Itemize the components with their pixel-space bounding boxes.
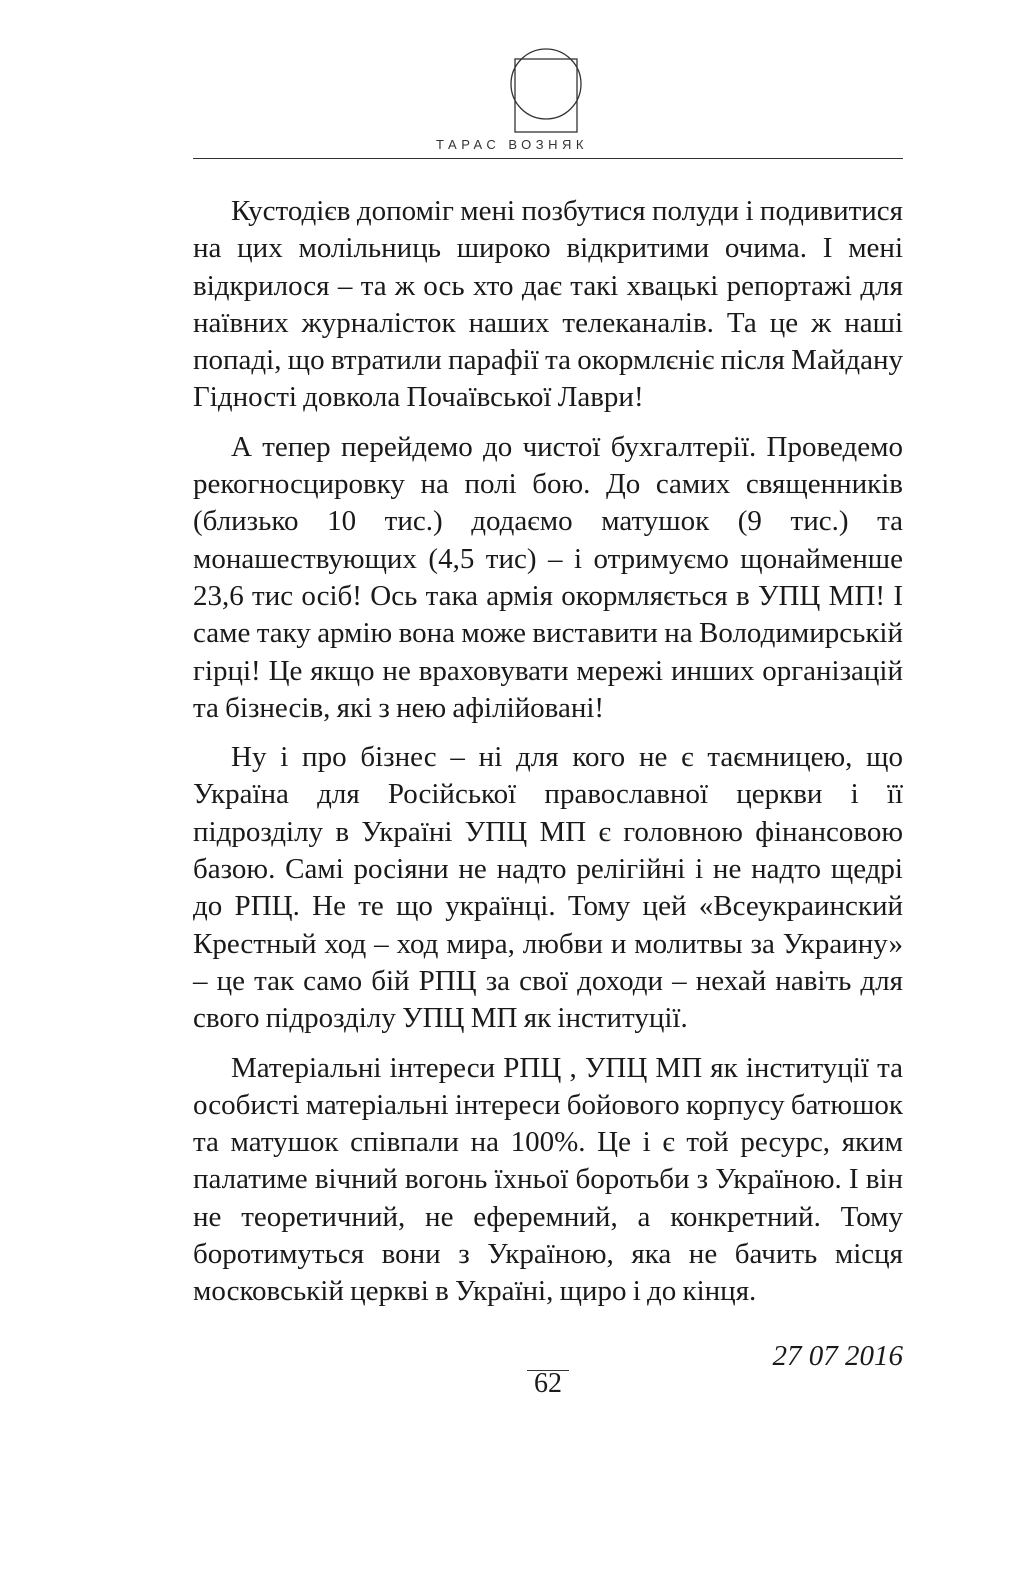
running-head: ТАРАС ВОЗНЯК — [436, 137, 588, 152]
body-text — [193, 193, 903, 1323]
header-rule — [193, 158, 903, 159]
paragraph: Матеріальні інтереси РПЦ , УПЦ МП як інституції та особисті матеріальні інтереси бойового корпусу батюшок та матушок співпали на 100%. Це і є той ресурс, яким палатиме вічний вогонь їхньої боротьби з Україною. І він не теоретичний, не еферемний, а конкретний. Тому боротимуться вони з Україною, яка не бачить місця московській церкві в Україні, щиро і до кінця. — [193, 1051, 903, 1308]
circle-square-emblem-icon — [509, 43, 583, 133]
page-number: 62 — [534, 1368, 562, 1399]
paragraph: А тепер перейдемо до чистої бухгалтерії. Проведемо рекогносцировку на полі бою. До самих священників (близько 10 тис.) додаємо матушок (9 тис.) та монашествующих (4,5 тис) – і отримуємо щонайменше 23,6 тис осіб! Ось така армія окормляється в УПЦ МП! І саме таку армію вона може виставити на Володимирській гірці! Це якщо не враховувати мережі инших організацій та бізнесів, які з нею афілійовані! — [193, 430, 903, 724]
paragraph: Кустодієв допоміг мені позбутися полуди і подивитися на цих молільниць широко відкритими очима. І мені відкрилося – та ж ось хто дає такі хвацькі репортажі для наївних журналісток наших телеканалів. Та це ж наші попаді, що втратили парафії та окормлєніє після Майдану Гідності довкола Почаївської Лаври! — [193, 195, 903, 414]
paragraph: Ну і про бізнес – ні для кого не є таємницею, що Україна для Російської православної церкви і її підрозділу в Україні УПЦ МП є головною фінансовою базою. Самі росіяни не надто релігійні і не надто щедрі до РПЦ. Не те що українці. Тому цей «Всеукраинский Крестный ход – ход мира, любви и молитвы за Украину» – це так само бій РПЦ за свої доходи – нехай навіть для свого підрозділу УПЦ МП як інституції. — [193, 741, 903, 1035]
dateline: 27 07 2016 — [772, 1340, 903, 1372]
